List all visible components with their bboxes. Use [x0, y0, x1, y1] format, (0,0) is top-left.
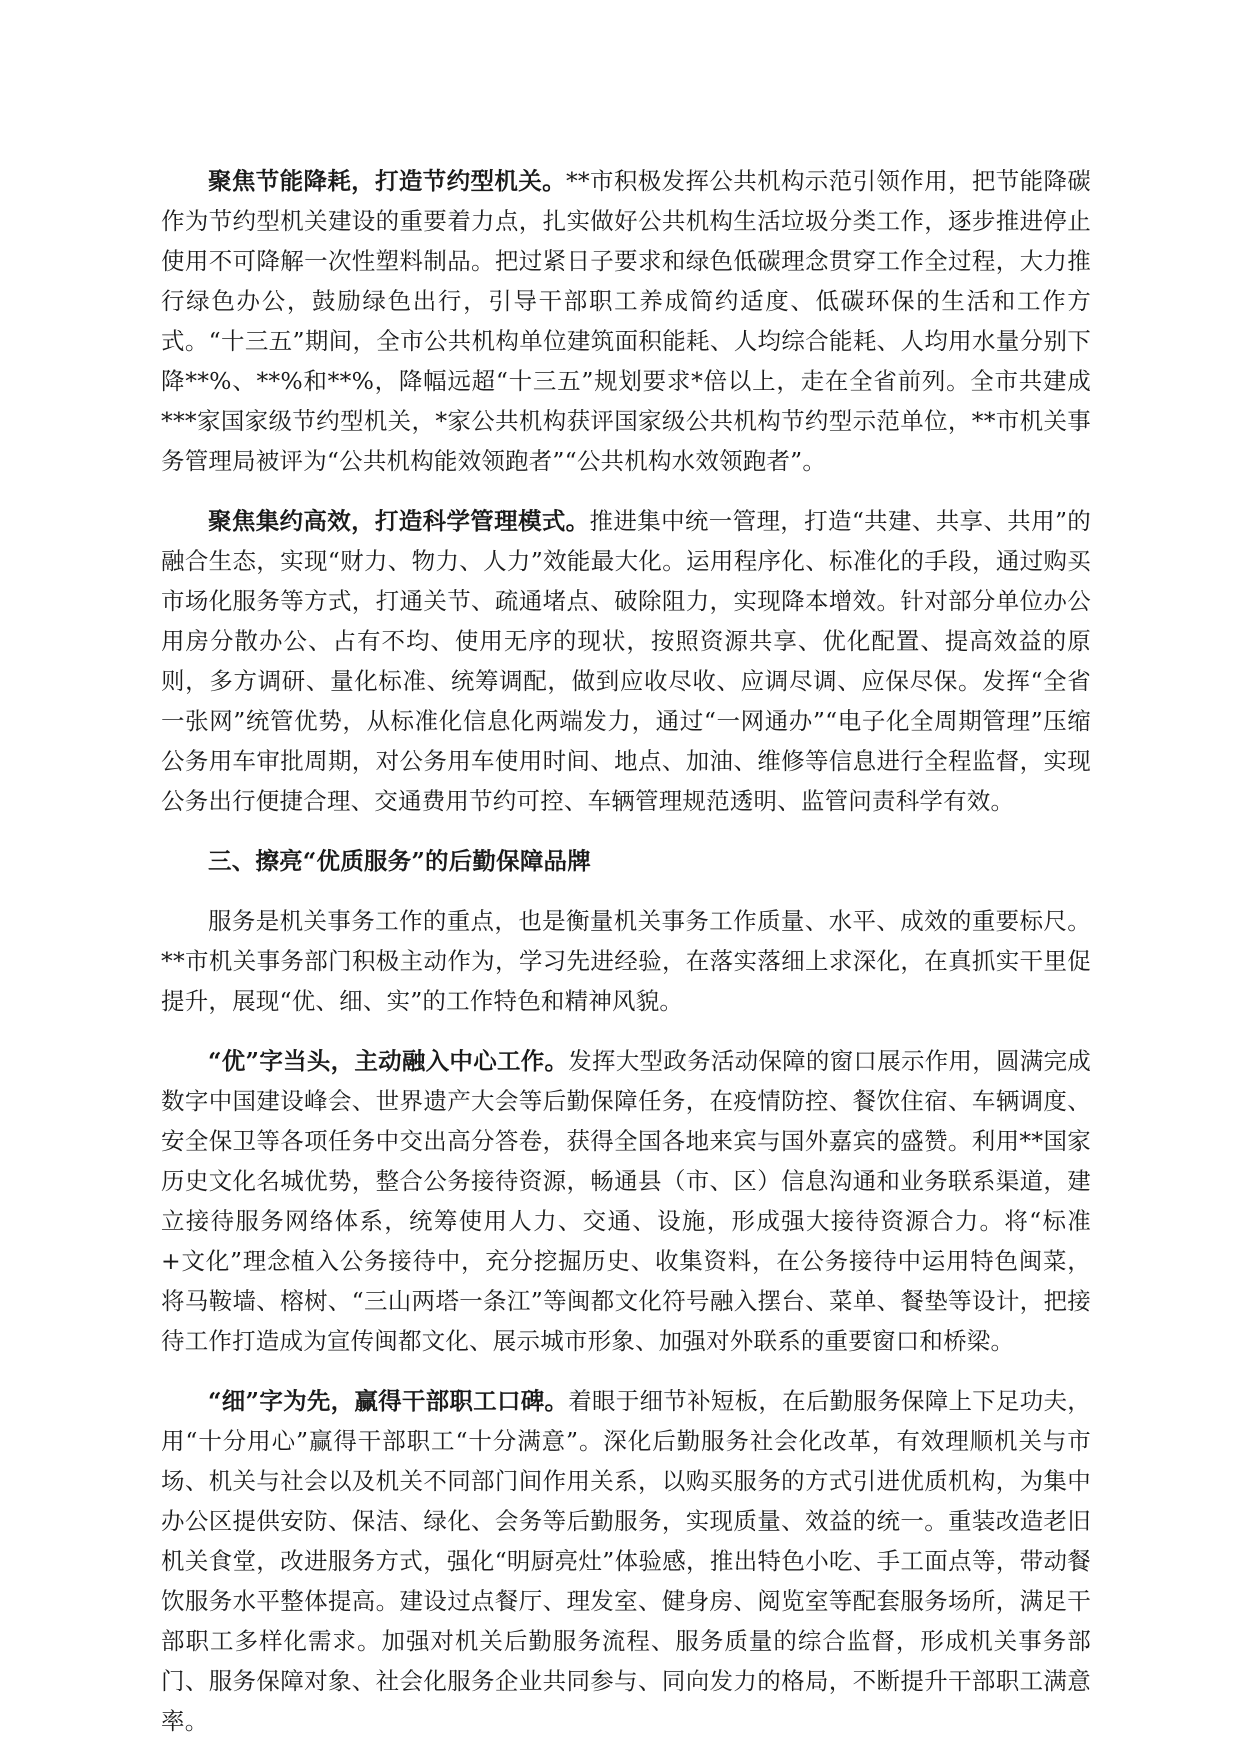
document-page: [161, 161, 1091, 1761]
paragraph-you-first: [161, 1041, 1091, 1361]
paragraph-lead: 聚焦集约高效，打造科学管理模式。: [208, 507, 590, 535]
paragraph-service-intro: [161, 901, 1091, 1021]
paragraph-energy-saving: [161, 161, 1091, 481]
paragraph-body: **市积极发挥公共机构示范引领作用，把节能降碳作为节约型机关建设的重要着力点，扎实做好公共机构生活垃圾分类工作，逐步推进停止使用不可降解一次性塑料制品。把过紧日子要求和绿色低碳理念贯穿工作全过程，大力推行绿色办公，鼓励绿色出行，引导干部职工养成简约适度、低碳环保的生活和工作方式。“十三五”期间，全市公共机构单位建筑面积能耗、人均综合能耗、人均用水量分别下降**%、**%和**%，降幅远超“十三五”规划要求*倍以上，走在全省前列。全市共建成***家国家级节约型机关，*家公共机构获评国家级公共机构节约型示范单位，**市机关事务管理局被评为“公共机构能效领跑者”“公共机构水效领跑者”。: [161, 167, 1092, 475]
paragraph-management-model: [161, 501, 1091, 821]
paragraph-lead: 聚焦节能降耗，打造节约型机关。: [208, 167, 566, 195]
paragraph-lead: “优”字当头，主动融入中心工作。: [208, 1047, 569, 1075]
paragraph-lead: “细”字为先，赢得干部职工口碑。: [208, 1387, 569, 1415]
paragraph-body: 发挥大型政务活动保障的窗口展示作用，圆满完成数字中国建设峰会、世界遗产大会等后勤保障任务，在疫情防控、餐饮住宿、车辆调度、安全保卫等各项任务中交出高分答卷，获得全国各地来宾与国外嘉宾的盛赞。利用**国家历史文化名城优势，整合公务接待资源，畅通县（市、区）信息沟通和业务联系渠道，建立接待服务网络体系，统筹使用人力、交通、设施，形成强大接待资源合力。将“标准+文化”理念植入公务接待中，充分挖掘历史、收集资料，在公务接待中运用特色闽菜，将马鞍墙、榕树、“三山两塔一条江”等闽都文化符号融入摆台、菜单、餐垫等设计，把接待工作打造成为宣传闽都文化、展示城市形象、加强对外联系的重要窗口和桥梁。: [161, 1047, 1092, 1355]
paragraph-xi-first: [161, 1381, 1091, 1741]
paragraph-body: 着眼于细节补短板，在后勤服务保障上下足功夫，用“十分用心”赢得干部职工“十分满意”。深化后勤服务社会化改革，有效理顺机关与市场、机关与社会以及机关不同部门间作用关系，以购买服务的方式引进优质机构，为集中办公区提供安防、保洁、绿化、会务等后勤服务，实现质量、效益的统一。重装改造老旧机关食堂，改进服务方式，强化“明厨亮灶”体验感，推出特色小吃、手工面点等，带动餐饮服务水平整体提高。建设过点餐厅、理发室、健身房、阅览室等配套服务场所，满足干部职工多样化需求。加强对机关后勤服务流程、服务质量的综合监督，形成机关事务部门、服务保障对象、社会化服务企业共同参与、同向发力的格局，不断提升干部职工满意率。: [161, 1387, 1092, 1735]
paragraph-body: 推进集中统一管理，打造“共建、共享、共用”的融合生态，实现“财力、物力、人力”效能最大化。运用程序化、标准化的手段，通过购买市场化服务等方式，打通关节、疏通堵点、破除阻力，实现降本增效。针对部分单位办公用房分散办公、占有不均、使用无序的现状，按照资源共享、优化配置、提高效益的原则，多方调研、量化标准、统筹调配，做到应收尽收、应调尽调、应保尽保。发挥“全省一张网”统管优势，从标准化信息化两端发力，通过“一网通办”“电子化全周期管理”压缩公务用车审批周期，对公务用车使用时间、地点、加油、维修等信息进行全程监督，实现公务出行便捷合理、交通费用节约可控、车辆管理规范透明、监管问责科学有效。: [161, 507, 1092, 815]
section-heading: 三、擦亮“优质服务”的后勤保障品牌: [208, 847, 591, 875]
paragraph-body: 服务是机关事务工作的重点，也是衡量机关事务工作质量、水平、成效的重要标尺。**市机关事务部门积极主动作为，学习先进经验，在落实落细上求深化，在真抓实干里促提升，展现“优、细、实”的工作特色和精神风貌。: [161, 907, 1091, 1015]
